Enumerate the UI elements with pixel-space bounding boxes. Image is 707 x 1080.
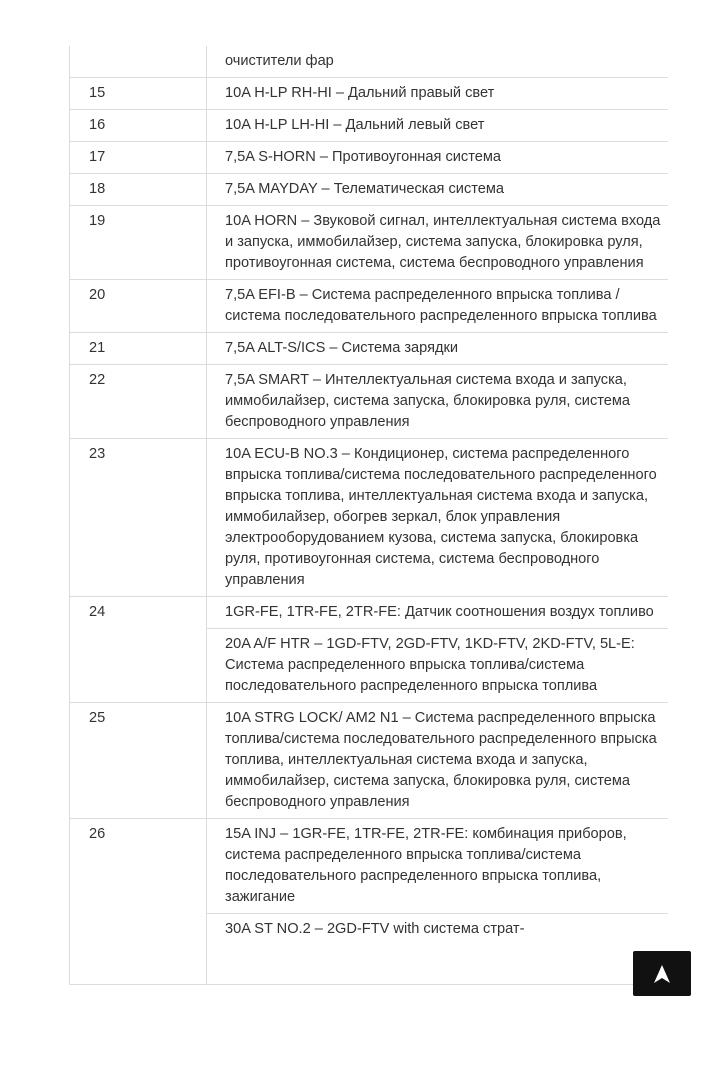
fuse-number: 25 (70, 703, 207, 819)
table-row (70, 597, 669, 629)
table-row (70, 78, 669, 110)
fuse-description: 10A HORN – Звуковой сигнал, интеллектуальная система входа и запуска, иммобилайзер, система запуска, блокировка руля, противоугонная система, система беспроводного управления (207, 206, 669, 280)
table-row (70, 280, 669, 333)
fuse-description: 10A STRG LOCK/ AM2 N1 – Система распределенного впрыска топлива/система последовательного распределенного впрыска топлива, интеллектуальная система входа и запуска, иммобилайзер, система запуска, блокировка руля, система беспроводного управления (207, 703, 669, 819)
table-row (70, 365, 669, 439)
fuse-number: 24 (70, 597, 207, 703)
fuse-description: 7,5A ALT-S/ICS – Система зарядки (207, 333, 669, 365)
table-row (70, 206, 669, 280)
fuse-table-container (69, 46, 668, 1022)
fuse-number: 26 (70, 819, 207, 985)
fuse-number: 18 (70, 174, 207, 206)
fuse-description: 10A H-LP LH-HI – Дальний левый свет (207, 110, 669, 142)
fuse-description: 10A ECU-B NO.3 – Кондиционер, система распределенного впрыска топлива/система последовательного распределенного впрыска топлива, интеллектуальная система входа и запуска, иммобилайзер, обогрев зеркал, блок управления электрооборудованием кузова, система запуска, блокировка руля, противоугонная система, система беспроводного управления (207, 439, 669, 597)
table-row (70, 703, 669, 819)
fuse-description: 7,5A SMART – Интеллектуальная система входа и запуска, иммобилайзер, система запуска, блокировка руля, система беспроводного управления (207, 365, 669, 439)
fuse-number: 17 (70, 142, 207, 174)
fuse-description: 30A ST NO.2 – 2GD-FTV with система страт- (207, 914, 669, 985)
fuse-description: 7,5A MAYDAY – Телематическая система (207, 174, 669, 206)
fuse-number: 20 (70, 280, 207, 333)
table-row (70, 142, 669, 174)
fuse-description: 15A INJ – 1GR-FE, 1TR-FE, 2TR-FE: комбинация приборов, система распределенного впрыска топлива/система последовательного распределенного впрыска топлива, зажигание (207, 819, 669, 914)
fuse-description: очистители фар (207, 46, 669, 78)
table-row (70, 439, 669, 597)
fuse-number: 22 (70, 365, 207, 439)
fuse-number: 23 (70, 439, 207, 597)
fuse-number (70, 46, 207, 78)
fuse-number: 15 (70, 78, 207, 110)
table-row (70, 333, 669, 365)
fuse-description: 20A A/F HTR – 1GD-FTV, 2GD-FTV, 1KD-FTV, 2KD-FTV, 5L-E: Система распределенного впрыска топлива/система последовательного распределенного впрыска топлива (207, 629, 669, 703)
fuse-number: 16 (70, 110, 207, 142)
fuse-table (69, 46, 668, 985)
fuse-description: 7,5A EFI-B – Система распределенного впрыска топлива / система последовательного распределенного впрыска топлива (207, 280, 669, 333)
table-row (70, 819, 669, 914)
fuse-description: 10A H-LP RH-HI – Дальний правый свет (207, 78, 669, 110)
table-row (70, 174, 669, 206)
fuse-number: 21 (70, 333, 207, 365)
table-row (70, 110, 669, 142)
fuse-description: 7,5A S-HORN – Противоугонная система (207, 142, 669, 174)
scroll-to-top-button[interactable] (633, 951, 691, 996)
fuse-description: 1GR-FE, 1TR-FE, 2TR-FE: Датчик соотношения воздух топливо (207, 597, 669, 629)
table-row (70, 46, 669, 78)
fuse-number: 19 (70, 206, 207, 280)
arrow-up-icon (654, 965, 670, 983)
